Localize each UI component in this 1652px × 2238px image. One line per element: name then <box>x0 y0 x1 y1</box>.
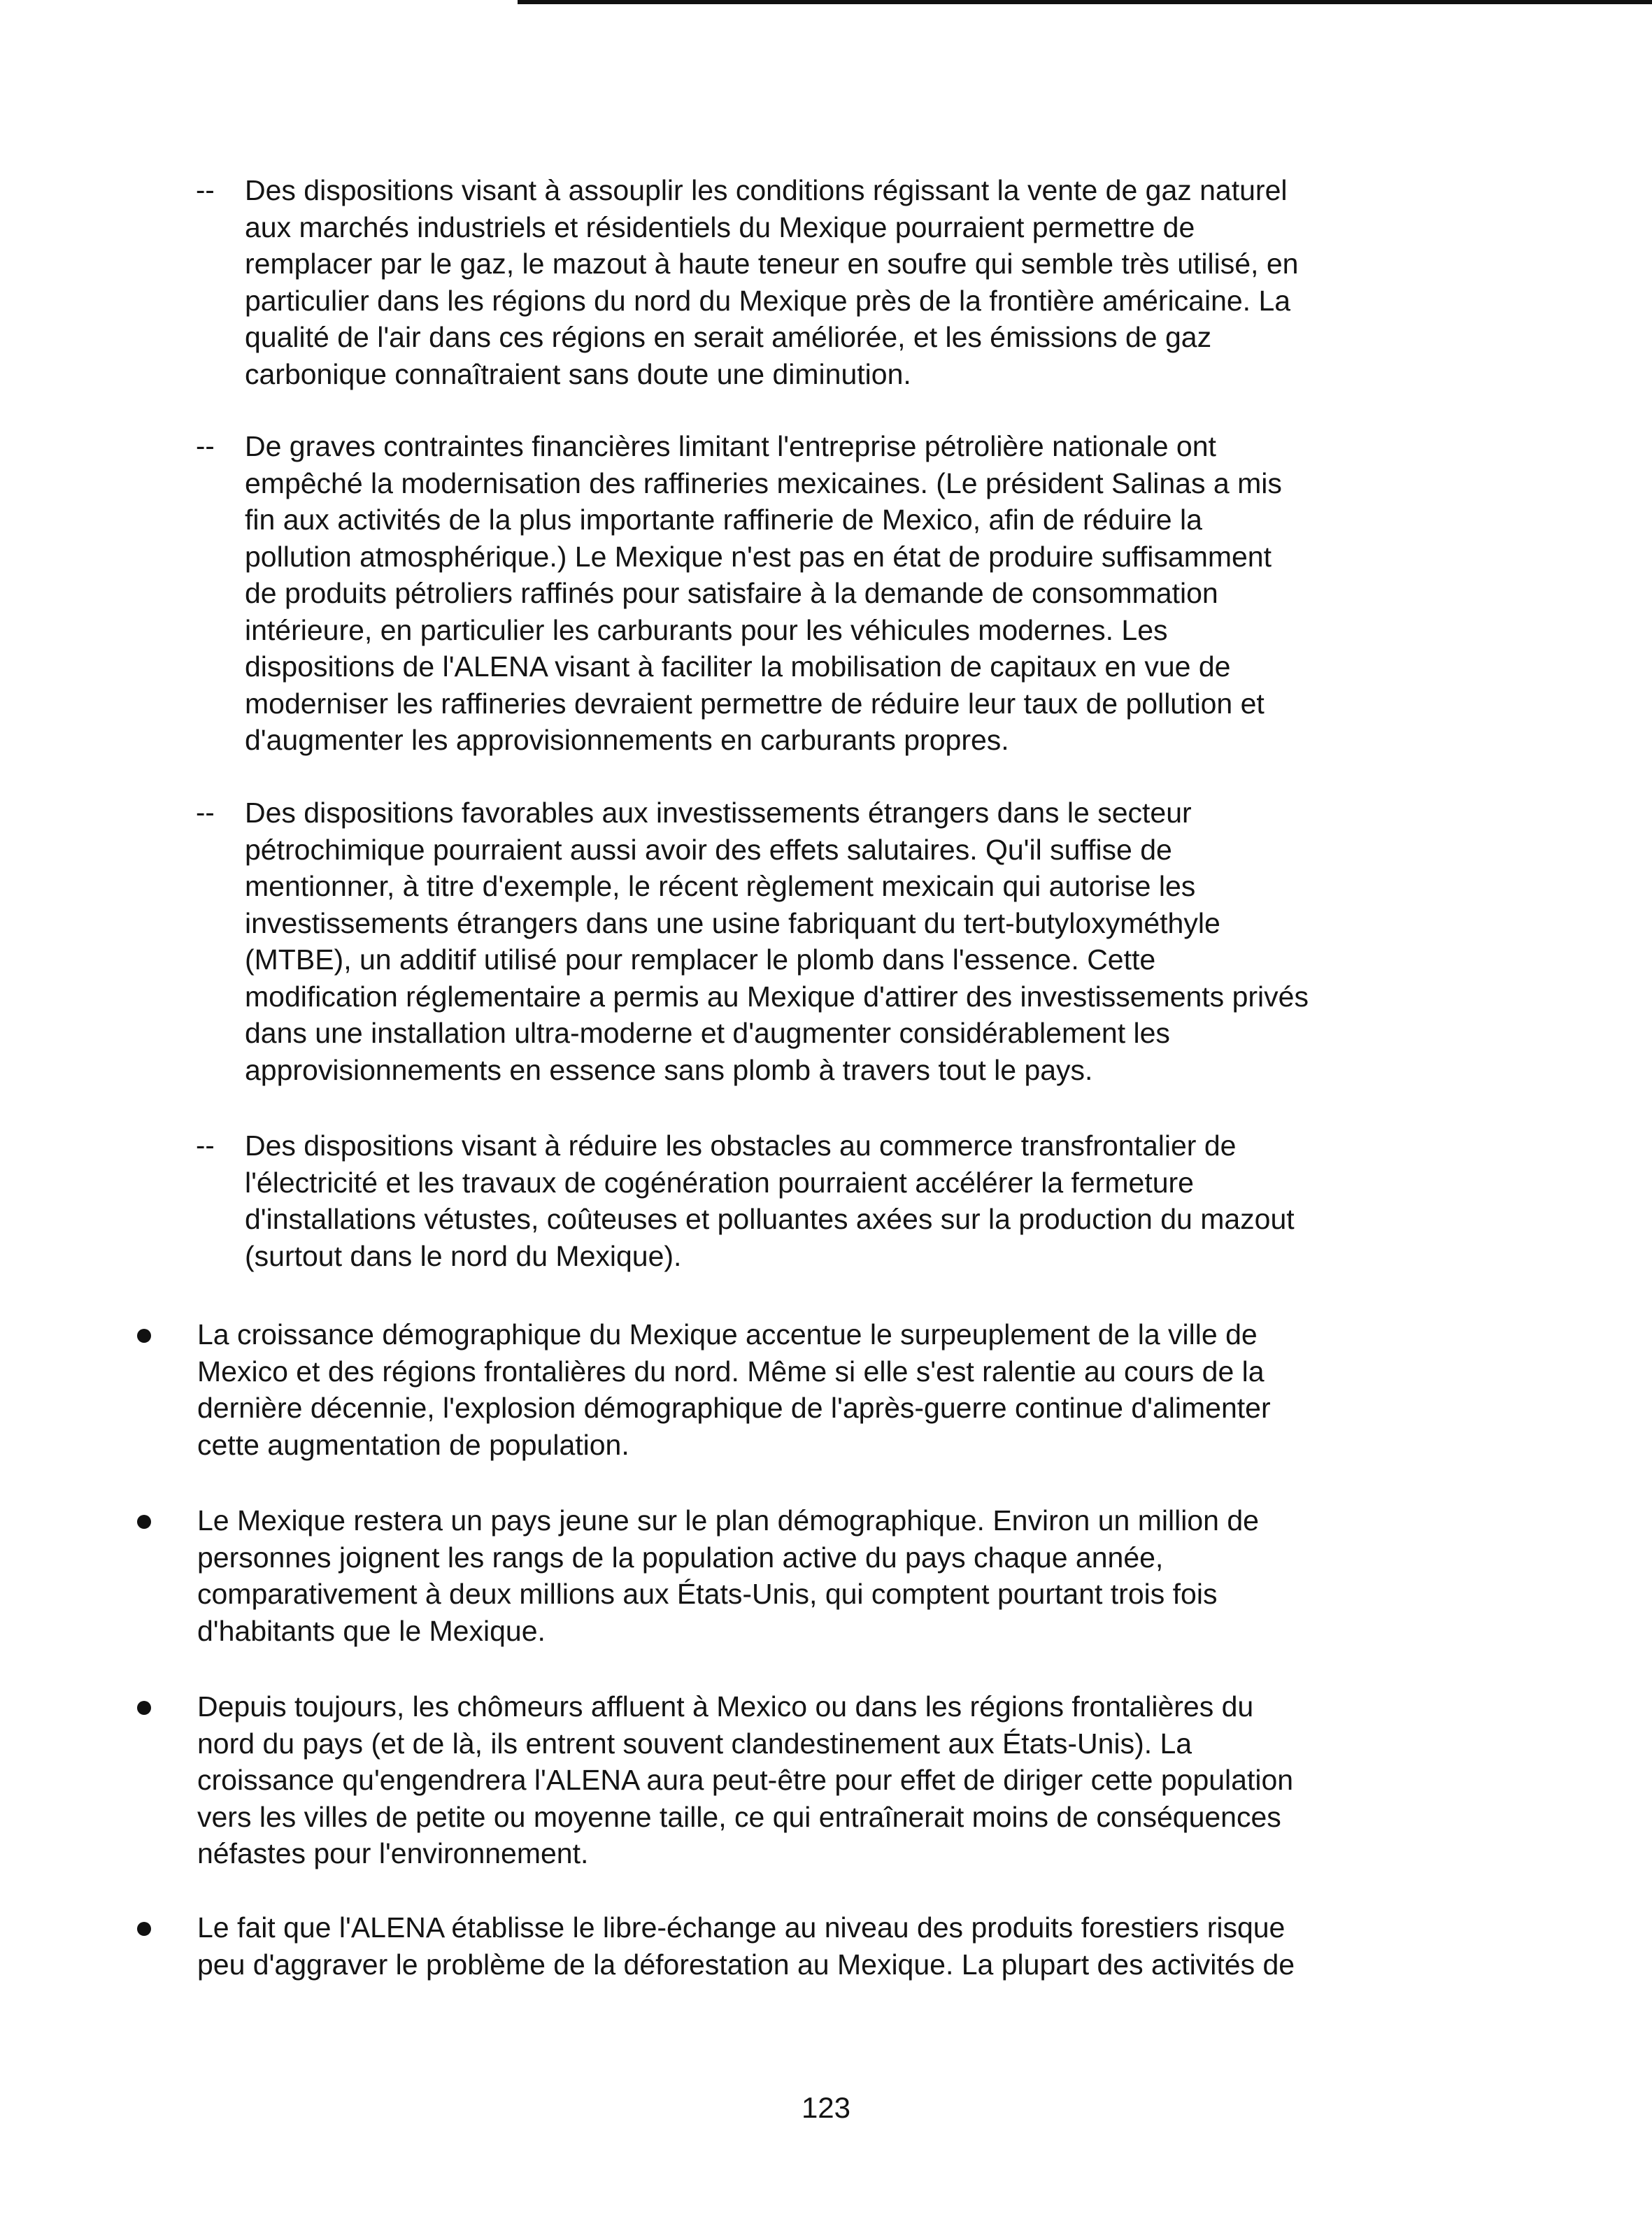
dash-marker: -- <box>196 1130 215 1161</box>
bullet-dot-icon <box>137 1329 151 1343</box>
page-number: 123 <box>801 2091 851 2124</box>
dash-item-text: Des dispositions visant à réduire les obstacles au commerce transfrontalier de l'électricité et les travaux de cogénération pourraient accélérer la fermeture d'installations vétustes, coûteuses et polluantes axées sur la production du mazout (surtout dans le nord du Mexique). <box>245 1129 1295 1272</box>
dash-item-text: De graves contraintes financières limitant l'entreprise pétrolière nationale ont empêché la modernisation des raffineries mexicaines. (Le président Salinas a mis fin aux activités de la plus importante raffinerie de Mexico, afin de réduire la pollution atmosphérique.) Le Mexique n'est pas en état de produire suffisamment de produits pétroliers raffinés pour satisfaire à la demande de consommation intérieure, en particulier les carburants pour les véhicules modernes. Les dispositions de l'ALENA visant à faciliter la mobilisation de capitaux en vue de moderniser les raffineries devraient permettre de réduire leur taux de pollution et d'augmenter les approvisionnements en carburants propres. <box>245 430 1282 756</box>
dash-marker: -- <box>196 797 215 828</box>
bullet-dot-icon <box>137 1515 151 1529</box>
dash-marker: -- <box>196 175 215 206</box>
bullet-item-text: Le Mexique restera un pays jeune sur le plan démographique. Environ un million de personnes joignent les rangs de la population active du pays chaque année, comparativement à deux millions aux États-Unis, qui comptent pourtant trois fois d'habitants que le Mexique. <box>197 1504 1259 1647</box>
bullet-item-text: Le fait que l'ALENA établisse le libre-échange au niveau des produits forestiers risque peu d'aggraver le problème de la déforestation au Mexique. La plupart des activités de <box>197 1911 1295 1981</box>
bullet-dot-icon <box>137 1701 151 1715</box>
dash-marker: -- <box>196 431 215 462</box>
bullet-item-text: Depuis toujours, les chômeurs affluent à Mexico ou dans les régions frontalières du nord du pays (et de là, ils entrent souvent clandestinement aux États-Unis). La croissance qu'engendrera l'ALENA aura peut-être pour effet de diriger cette population vers les villes de petite ou moyenne taille, ce qui entraînerait moins de conséquences néfastes pour l'environnement. <box>197 1690 1294 1869</box>
dash-item-text: Des dispositions favorables aux investissements étrangers dans le secteur pétrochimique pourraient aussi avoir des effets salutaires. Qu'il suffise de mentionner, à titre d'exemple, le récent règlement mexicain qui autorise les investissements étrangers dans une usine fabriquant du tert-butyloxyméthyle (MTBE), un additif utilisé pour remplacer le plomb dans l'essence. Cette modification réglementaire a permis au Mexique d'attirer des investissements privés dans une installation ultra-moderne et d'augmenter considérablement les approvisionnements en essence sans plomb à travers tout le pays. <box>245 797 1309 1086</box>
bullet-dot-icon <box>137 1922 151 1936</box>
top-border-line <box>518 0 1652 4</box>
dash-item-text: Des dispositions visant à assouplir les conditions régissant la vente de gaz naturel aux marchés industriels et résidentiels du Mexique pourraient permettre de remplacer par le gaz, le mazout à haute teneur en soufre qui semble très utilisé, en particulier dans les régions du nord du Mexique près de la frontière américaine. La qualité de l'air dans ces régions en serait améliorée, et les émissions de gaz carbonique connaîtraient sans doute une diminution. <box>245 174 1299 390</box>
bullet-item-text: La croissance démographique du Mexique accentue le surpeuplement de la ville de Mexico et des régions frontalières du nord. Même si elle s'est ralentie au cours de la dernière décennie, l'explosion démographique de l'après-guerre continue d'alimenter cette augmentation de population. <box>197 1318 1271 1461</box>
